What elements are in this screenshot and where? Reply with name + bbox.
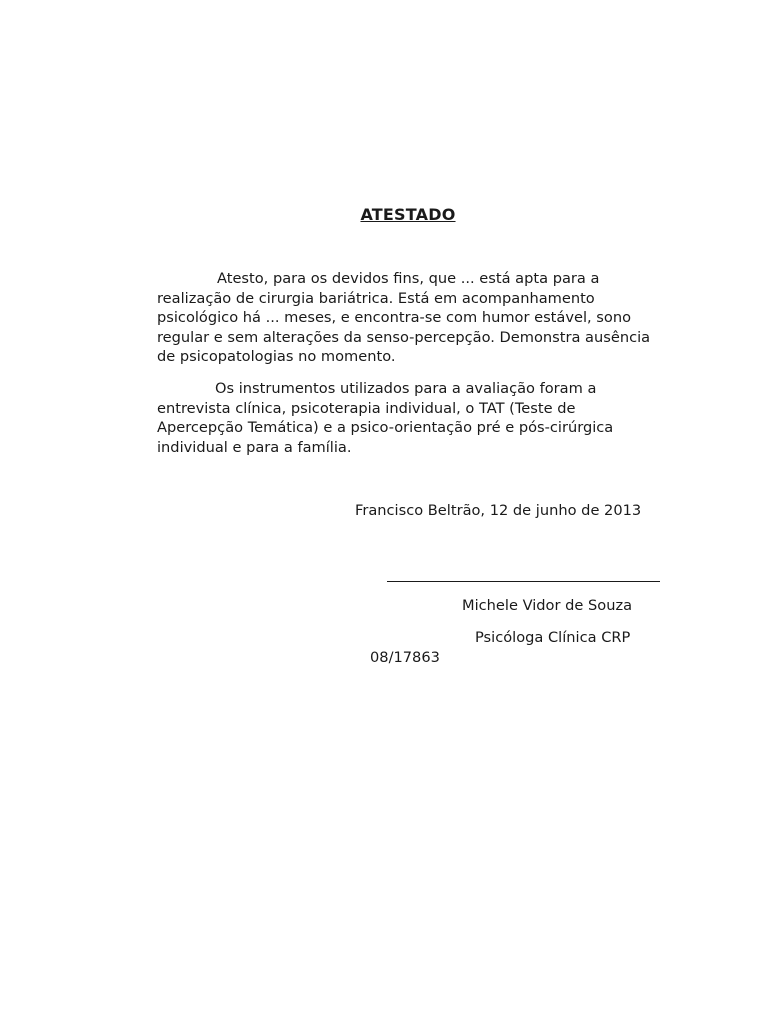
paragraph-instruments xyxy=(157,379,657,457)
signature-line xyxy=(387,581,660,582)
signer-registration: 08/17863 xyxy=(370,649,440,666)
document-title: ATESTADO xyxy=(360,205,456,224)
paragraph-attestation xyxy=(157,269,657,367)
paragraph-attestation-text: Atesto, para os devidos fins, que ... está apta para a realização de cirurgia bariátrica. Está em acompanhamento psicológico há ... meses, e encontra-se com humor estável, sono regular e sem alterações da senso-percepção. Demonstra ausência de psicopatologias no momento. xyxy=(157,270,651,366)
place-and-date: Francisco Beltrão, 12 de junho de 2013 xyxy=(355,502,642,519)
signer-name: Michele Vidor de Souza xyxy=(462,597,633,614)
signer-role: Psicóloga Clínica CRP xyxy=(475,629,631,646)
paragraph-instruments-text: Os instrumentos utilizados para a avaliação foram a entrevista clínica, psicoterapia individual, o TAT (Teste de Apercepção Temática) e a psico-orientação pré e pós-cirúrgica individual e para a família. xyxy=(157,380,614,456)
